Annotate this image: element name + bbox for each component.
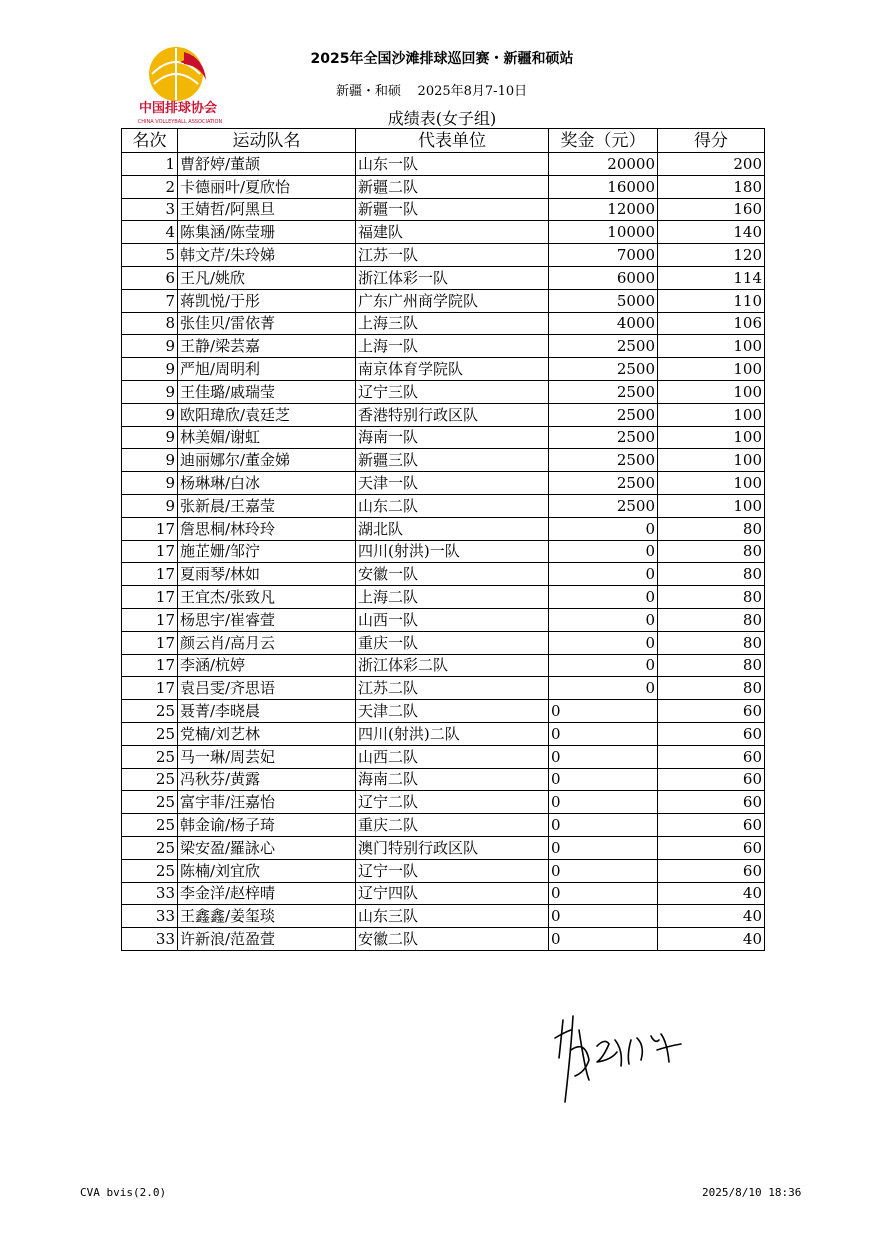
score-cell: 80 — [658, 540, 765, 563]
rank-cell: 25 — [122, 722, 178, 745]
prize-cell: 5000 — [549, 289, 658, 312]
prize-cell: 0 — [549, 654, 658, 677]
footer-timestamp: 2025/8/10 18:36 — [702, 1186, 802, 1199]
team-cell: 富宇菲/汪嘉怡 — [178, 791, 356, 814]
prize-cell: 0 — [549, 677, 658, 700]
team-cell: 迪丽娜尔/董金娣 — [178, 449, 356, 472]
team-cell: 王佳璐/戚瑞莹 — [178, 380, 356, 403]
score-cell: 60 — [658, 859, 765, 882]
results-table — [121, 128, 765, 951]
table-row — [122, 768, 765, 791]
team-cell: 夏雨琴/林如 — [178, 563, 356, 586]
team-cell: 聂菁/李晓晨 — [178, 700, 356, 723]
table-title: 成绩表(女子组) — [387, 109, 497, 128]
rank-cell: 17 — [122, 586, 178, 609]
event-info — [336, 80, 527, 99]
table-row — [122, 449, 765, 472]
score-cell: 160 — [658, 198, 765, 221]
rank-cell: 1 — [122, 153, 178, 176]
prize-cell: 0 — [549, 882, 658, 905]
logo-subtext: CHINA VOLLEYBALL ASSOCIATION — [137, 119, 223, 125]
score-cell: 80 — [658, 677, 765, 700]
rank-cell: 25 — [122, 814, 178, 837]
prize-cell: 0 — [549, 814, 658, 837]
table-row — [122, 608, 765, 631]
table-row — [122, 358, 765, 381]
prize-cell: 7000 — [549, 244, 658, 267]
unit-cell: 福建队 — [356, 221, 549, 244]
table-row — [122, 494, 765, 517]
team-cell: 李涵/杭婷 — [178, 654, 356, 677]
unit-cell: 海南一队 — [356, 426, 549, 449]
score-cell: 80 — [658, 586, 765, 609]
rank-cell: 9 — [122, 403, 178, 426]
score-cell: 80 — [658, 631, 765, 654]
col-header-team: 运动队名 — [178, 129, 356, 153]
score-cell: 60 — [658, 836, 765, 859]
unit-cell: 海南二队 — [356, 768, 549, 791]
prize-cell: 6000 — [549, 266, 658, 289]
score-cell: 100 — [658, 494, 765, 517]
table-row — [122, 836, 765, 859]
prize-cell: 2500 — [549, 449, 658, 472]
unit-cell: 南京体育学院队 — [356, 358, 549, 381]
rank-cell: 25 — [122, 859, 178, 882]
unit-cell: 四川(射洪)一队 — [356, 540, 549, 563]
score-cell: 60 — [658, 722, 765, 745]
score-cell: 110 — [658, 289, 765, 312]
score-cell: 200 — [658, 153, 765, 176]
rank-cell: 9 — [122, 494, 178, 517]
unit-cell: 重庆二队 — [356, 814, 549, 837]
score-cell: 100 — [658, 449, 765, 472]
table-row — [122, 859, 765, 882]
rank-cell: 25 — [122, 745, 178, 768]
table-row — [122, 426, 765, 449]
rank-cell: 25 — [122, 836, 178, 859]
table-row — [122, 540, 765, 563]
table-row — [122, 586, 765, 609]
rank-cell: 17 — [122, 517, 178, 540]
score-cell: 40 — [658, 928, 765, 951]
unit-cell: 山东二队 — [356, 494, 549, 517]
score-cell: 60 — [658, 768, 765, 791]
rank-cell: 33 — [122, 928, 178, 951]
team-cell: 卡德丽叶/夏欣怡 — [178, 175, 356, 198]
rank-cell: 8 — [122, 312, 178, 335]
rank-cell: 17 — [122, 563, 178, 586]
prize-cell: 0 — [549, 928, 658, 951]
prize-cell: 16000 — [549, 175, 658, 198]
rank-cell: 17 — [122, 677, 178, 700]
table-row — [122, 745, 765, 768]
table-row — [122, 814, 765, 837]
table-row — [122, 472, 765, 495]
unit-cell: 澳门特别行政区队 — [356, 836, 549, 859]
team-cell: 韩文芹/朱玲娣 — [178, 244, 356, 267]
prize-cell: 2500 — [549, 358, 658, 381]
unit-cell: 山东一队 — [356, 153, 549, 176]
rank-cell: 5 — [122, 244, 178, 267]
score-cell: 60 — [658, 814, 765, 837]
unit-cell: 天津一队 — [356, 472, 549, 495]
team-cell: 杨琳琳/白冰 — [178, 472, 356, 495]
prize-cell: 0 — [549, 608, 658, 631]
unit-cell: 山东三队 — [356, 905, 549, 928]
prize-cell: 12000 — [549, 198, 658, 221]
score-cell: 60 — [658, 745, 765, 768]
table-row — [122, 517, 765, 540]
table-row — [122, 335, 765, 358]
unit-cell: 辽宁四队 — [356, 882, 549, 905]
rank-cell: 9 — [122, 335, 178, 358]
event-dates: 2025年8月7-10日 — [417, 84, 528, 99]
rank-cell: 6 — [122, 266, 178, 289]
team-cell: 韩金谕/杨子琦 — [178, 814, 356, 837]
unit-cell: 新疆三队 — [356, 449, 549, 472]
rank-cell: 17 — [122, 540, 178, 563]
prize-cell: 2500 — [549, 380, 658, 403]
table-row — [122, 289, 765, 312]
score-cell: 114 — [658, 266, 765, 289]
unit-cell: 辽宁一队 — [356, 859, 549, 882]
rank-cell: 4 — [122, 221, 178, 244]
prize-cell: 2500 — [549, 472, 658, 495]
table-row — [122, 677, 765, 700]
team-cell: 党楠/刘艺林 — [178, 722, 356, 745]
team-cell: 王宜杰/张致凡 — [178, 586, 356, 609]
team-cell: 张新晨/王嘉莹 — [178, 494, 356, 517]
team-cell: 许新浪/范盈萱 — [178, 928, 356, 951]
prize-cell: 0 — [549, 540, 658, 563]
prize-cell: 4000 — [549, 312, 658, 335]
team-cell: 陈集涵/陈莹珊 — [178, 221, 356, 244]
prize-cell: 0 — [549, 836, 658, 859]
score-cell: 100 — [658, 358, 765, 381]
prize-cell: 0 — [549, 722, 658, 745]
table-header-row — [122, 129, 765, 153]
prize-cell: 20000 — [549, 153, 658, 176]
prize-cell: 0 — [549, 791, 658, 814]
score-cell: 140 — [658, 221, 765, 244]
rank-cell: 17 — [122, 608, 178, 631]
unit-cell: 上海一队 — [356, 335, 549, 358]
team-cell: 欧阳瑋欣/袁廷芝 — [178, 403, 356, 426]
unit-cell: 辽宁二队 — [356, 791, 549, 814]
rank-cell: 9 — [122, 358, 178, 381]
unit-cell: 山西二队 — [356, 745, 549, 768]
event-location: 新疆・和硕 — [336, 84, 402, 99]
logo-text: 中国排球协会 — [138, 101, 218, 116]
unit-cell: 香港特别行政区队 — [356, 403, 549, 426]
score-cell: 100 — [658, 380, 765, 403]
table-row — [122, 153, 765, 176]
score-cell: 106 — [658, 312, 765, 335]
rank-cell: 9 — [122, 472, 178, 495]
table-row — [122, 221, 765, 244]
team-cell: 冯秋芬/黄露 — [178, 768, 356, 791]
unit-cell: 上海二队 — [356, 586, 549, 609]
table-row — [122, 700, 765, 723]
unit-cell: 浙江体彩一队 — [356, 266, 549, 289]
prize-cell: 2500 — [549, 403, 658, 426]
score-cell: 100 — [658, 403, 765, 426]
team-cell: 施芷姗/邹泞 — [178, 540, 356, 563]
rank-cell: 33 — [122, 905, 178, 928]
rank-cell: 2 — [122, 175, 178, 198]
page-title — [0, 48, 884, 68]
prize-cell: 2500 — [549, 494, 658, 517]
title-text: 2025年全国沙滩排球巡回赛・新疆和硕站 — [310, 51, 574, 67]
rank-cell: 3 — [122, 198, 178, 221]
prize-cell: 0 — [549, 700, 658, 723]
team-cell: 王凡/姚欣 — [178, 266, 356, 289]
rank-cell: 17 — [122, 654, 178, 677]
team-cell: 梁安盈/羅詠心 — [178, 836, 356, 859]
team-cell: 杨思宇/崔睿萱 — [178, 608, 356, 631]
unit-cell: 辽宁三队 — [356, 380, 549, 403]
prize-cell: 0 — [549, 563, 658, 586]
team-cell: 詹思桐/林玲玲 — [178, 517, 356, 540]
rank-cell: 9 — [122, 449, 178, 472]
team-cell: 王鑫鑫/姜玺琰 — [178, 905, 356, 928]
table-row — [122, 403, 765, 426]
rank-cell: 25 — [122, 768, 178, 791]
col-header-unit: 代表单位 — [356, 129, 549, 153]
score-cell: 40 — [658, 905, 765, 928]
rank-cell: 9 — [122, 426, 178, 449]
prize-cell: 0 — [549, 517, 658, 540]
team-cell: 王婧哲/阿黑旦 — [178, 198, 356, 221]
unit-cell: 江苏二队 — [356, 677, 549, 700]
team-cell: 严旭/周明利 — [178, 358, 356, 381]
unit-cell: 新疆一队 — [356, 198, 549, 221]
team-cell: 张佳贝/雷依菁 — [178, 312, 356, 335]
table-row — [122, 198, 765, 221]
team-cell: 林美媚/谢虹 — [178, 426, 356, 449]
prize-cell: 0 — [549, 631, 658, 654]
score-cell: 80 — [658, 517, 765, 540]
rank-cell: 9 — [122, 380, 178, 403]
col-header-score: 得分 — [658, 129, 765, 153]
unit-cell: 天津二队 — [356, 700, 549, 723]
table-row — [122, 654, 765, 677]
prize-cell: 0 — [549, 905, 658, 928]
score-cell: 180 — [658, 175, 765, 198]
prize-cell: 10000 — [549, 221, 658, 244]
team-cell: 袁吕雯/齐思语 — [178, 677, 356, 700]
signature — [545, 1010, 695, 1120]
table-row — [122, 722, 765, 745]
score-cell: 40 — [658, 882, 765, 905]
prize-cell: 2500 — [549, 426, 658, 449]
prize-cell: 0 — [549, 859, 658, 882]
team-cell: 马一琳/周芸妃 — [178, 745, 356, 768]
unit-cell: 安徽二队 — [356, 928, 549, 951]
score-cell: 80 — [658, 608, 765, 631]
table-row — [122, 244, 765, 267]
prize-cell: 0 — [549, 586, 658, 609]
unit-cell: 四川(射洪)二队 — [356, 722, 549, 745]
unit-cell: 广东广州商学院队 — [356, 289, 549, 312]
score-cell: 80 — [658, 654, 765, 677]
score-cell: 80 — [658, 563, 765, 586]
table-row — [122, 905, 765, 928]
score-cell: 60 — [658, 791, 765, 814]
unit-cell: 新疆二队 — [356, 175, 549, 198]
table-row — [122, 928, 765, 951]
team-cell: 陈楠/刘宜欣 — [178, 859, 356, 882]
team-cell: 王静/梁芸嘉 — [178, 335, 356, 358]
table-row — [122, 631, 765, 654]
team-cell: 颜云肖/高月云 — [178, 631, 356, 654]
col-header-prize: 奖金（元） — [549, 129, 658, 153]
col-header-rank: 名次 — [122, 129, 178, 153]
team-cell: 蒋凯悦/于彤 — [178, 289, 356, 312]
unit-cell: 山西一队 — [356, 608, 549, 631]
score-cell: 60 — [658, 700, 765, 723]
prize-cell: 2500 — [549, 335, 658, 358]
table-row — [122, 791, 765, 814]
unit-cell: 重庆一队 — [356, 631, 549, 654]
score-cell: 100 — [658, 335, 765, 358]
team-cell: 曹舒婷/董颉 — [178, 153, 356, 176]
unit-cell: 上海三队 — [356, 312, 549, 335]
score-cell: 120 — [658, 244, 765, 267]
unit-cell: 湖北队 — [356, 517, 549, 540]
team-cell: 李金洋/赵梓晴 — [178, 882, 356, 905]
rank-cell: 25 — [122, 791, 178, 814]
table-row — [122, 175, 765, 198]
table-row — [122, 266, 765, 289]
rank-cell: 17 — [122, 631, 178, 654]
prize-cell: 0 — [549, 768, 658, 791]
unit-cell: 安徽一队 — [356, 563, 549, 586]
unit-cell: 江苏一队 — [356, 244, 549, 267]
score-cell: 100 — [658, 472, 765, 495]
table-row — [122, 380, 765, 403]
rank-cell: 7 — [122, 289, 178, 312]
rank-cell: 33 — [122, 882, 178, 905]
score-cell: 100 — [658, 426, 765, 449]
footer-left: CVA bvis(2.0) — [80, 1186, 167, 1199]
prize-cell: 0 — [549, 745, 658, 768]
table-row — [122, 312, 765, 335]
table-row — [122, 563, 765, 586]
table-row — [122, 882, 765, 905]
unit-cell: 浙江体彩二队 — [356, 654, 549, 677]
rank-cell: 25 — [122, 700, 178, 723]
